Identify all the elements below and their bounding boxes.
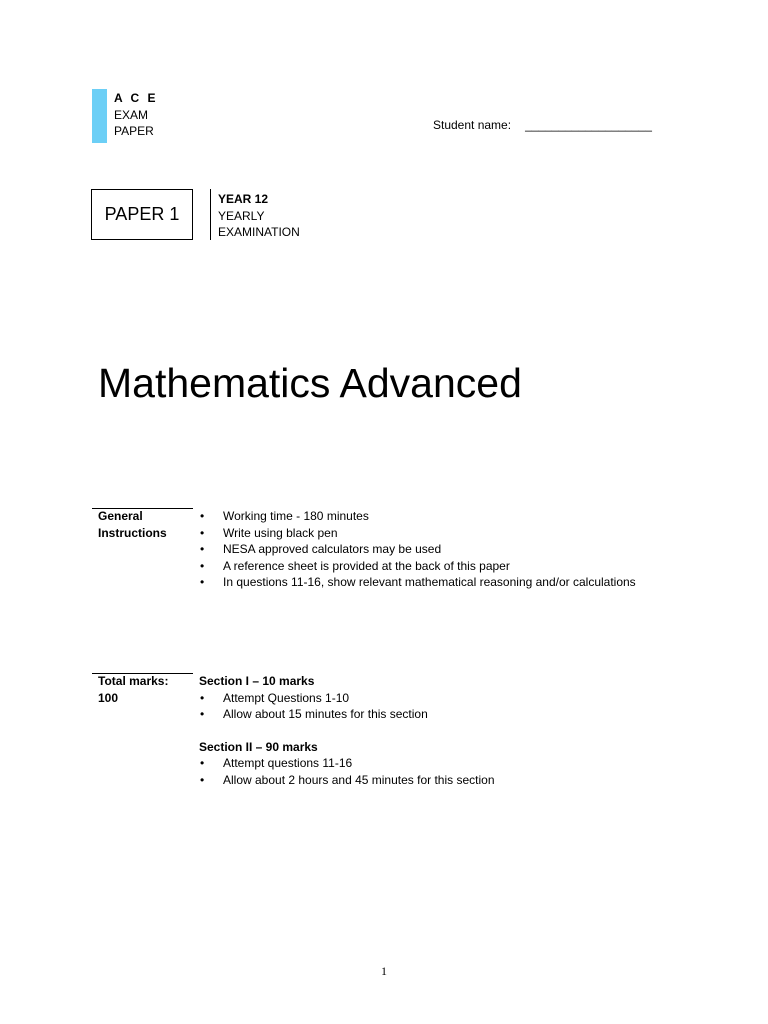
year-level: YEAR 12 [218,192,269,206]
total-marks-value: 100 [98,690,119,705]
list-item: • Allow about 15 minutes for this section [199,706,639,723]
brand-name: A C E [114,91,159,105]
list-item: • In questions 11-16, show relevant mathematical reasoning and/or calculations [199,574,639,591]
paper-number-box [91,189,193,240]
brand-block [114,90,158,140]
section2-heading: Section II – 90 marks [199,739,318,754]
list-item: • NESA approved calculators may be used [199,541,639,558]
general-label-line2: Instructions [98,525,167,540]
brand-line-exam: EXAM [114,107,149,122]
student-name-field [433,118,652,132]
page-title: Mathematics Advanced [98,360,522,406]
year-divider [210,189,211,240]
list-item: • A reference sheet is provided at the back of this paper [199,558,639,575]
paper-number-label: PAPER 1 [104,204,180,224]
list-item: • Working time - 180 minutes [199,508,639,525]
total-label-line1: Total marks: [98,674,169,688]
list-item: • Attempt Questions 1-10 [199,690,639,707]
year-exam-type-line1: YEARLY [218,208,265,223]
sections-list [199,673,639,788]
general-instructions-list [199,508,639,591]
total-marks-label [98,673,168,706]
list-item: • Allow about 2 hours and 45 minutes for this section [199,772,639,789]
list-item: • Write using black pen [199,525,639,542]
year-exam-type-line2: EXAMINATION [218,225,300,239]
list-item: • Attempt questions 11-16 [199,755,639,772]
brand-accent-bar [92,89,107,143]
general-label-line1: General [98,509,143,523]
brand-line-paper: PAPER [114,124,154,138]
page-number: 1 [381,964,387,978]
general-instructions-label [98,508,167,541]
section1-heading: Section I – 10 marks [199,674,315,688]
student-name-label: Student name: [433,118,512,132]
section-gap [199,723,639,739]
student-name-blank: ___________________ [525,118,652,132]
year-block [218,191,300,241]
